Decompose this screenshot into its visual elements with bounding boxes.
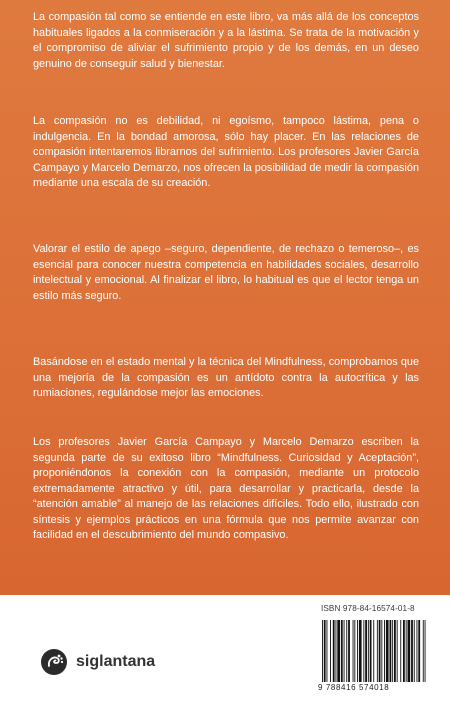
barcode-bar <box>384 620 385 682</box>
barcode-bar <box>330 620 331 682</box>
barcode-bar <box>365 620 367 682</box>
barcode-bar <box>336 620 337 682</box>
barcode-bar <box>400 620 401 682</box>
barcode-bar <box>394 620 396 682</box>
barcode-bar <box>368 620 369 682</box>
synopsis-paragraph-4: Basándose en el estado mental y la técnica del Mindfulness, comprobamos que una mejoría de la compasión es un antídoto contra la autocrítica y las rumiaciones, regulándose mejor las emociones. <box>33 356 419 399</box>
barcode-bar <box>344 620 345 682</box>
barcode-bar <box>386 620 389 682</box>
publisher-logo-icon <box>40 648 68 676</box>
barcode-bar <box>337 620 340 682</box>
barcode-bar <box>406 620 407 682</box>
barcode-bar <box>411 620 413 682</box>
barcode-bar <box>425 620 426 682</box>
barcode-bar <box>322 620 323 682</box>
synopsis-paragraph-2: La compasión no es debilidad, ni egoísmo, tampoco lástima, pena o indulgencia. En la bondad amorosa, sólo hay placer. En las relaciones de compasión intentaremos librarnos del sufrimiento. Los profesores Javier García Campayo y Marcelo Demarzo, nos ofrecen la posibilidad de medir la compasión mediante una escala de su creación. <box>33 115 419 189</box>
publisher-brand <box>40 648 155 676</box>
barcode-bar <box>397 620 398 682</box>
barcode-bar <box>354 620 355 682</box>
barcode-bar <box>379 620 381 682</box>
barcode-bar <box>417 620 418 682</box>
barcode-bar <box>408 620 411 682</box>
barcode-bar <box>357 620 358 682</box>
barcode-bar <box>353 620 354 682</box>
barcode-bar <box>348 620 350 682</box>
barcode-bar <box>392 620 393 682</box>
synopsis-paragraph-1: La compasión tal como se entiende en este libro, va más allá de los conceptos habituales ligados a la conmiseración y a la lástima. Se trata de la motivación y el compromiso de aliviar el sufrimiento propio y de los demás, en un deseo genuino de conseguir salud y bienestar. <box>33 11 419 70</box>
barcode-bar <box>363 620 364 682</box>
barcode-bar <box>341 620 343 682</box>
synopsis-paragraph-5: Los profesores Javier García Campayo y Marcelo Demarzo escriben la segunda parte de su exitoso libro “Mindfulness. Curiosidad y Aceptación”, proponiéndonos la conexión con la compasión, mediante un protocolo extremadamente atractivo y útil, para desarrollar y practicarla, desde la “atención amable” al manejo de las relaciones difíciles. Todo ello, ilustrado con síntesis y ejemplos prácticos en una fórmula que nos permite avanzar con facilidad en el descubrimiento del mundo compasivo. <box>33 436 419 541</box>
barcode-bar <box>373 620 374 682</box>
barcode-bar <box>346 620 347 682</box>
barcode-bar <box>414 620 415 682</box>
barcode-bar <box>359 620 362 682</box>
isbn-label: ISBN 978-84-16574-01-8 <box>321 604 415 613</box>
barcode-bar <box>403 620 405 682</box>
synopsis-paragraph-3: Valorar el estilo de apego –seguro, dependiente, de rechazo o temeroso–, es esencial para conocer nuestra competencia en habilidades sociales, desarrollo intelectual y emocional. Al finalizar el libro, lo habitual es que el lector tenga un estilo más seguro. <box>33 243 419 302</box>
barcode-bar <box>333 620 335 682</box>
barcode-icon <box>318 620 430 682</box>
barcode-bar <box>418 620 420 682</box>
barcode-bar <box>324 620 326 682</box>
barcode-digits: 9 788416 574018 <box>318 683 390 692</box>
barcode-bar <box>423 620 424 682</box>
barcode-bar <box>390 620 392 682</box>
barcode-bar <box>381 620 382 682</box>
barcode-bar <box>327 620 328 682</box>
publisher-name: siglantana <box>76 653 156 670</box>
barcode-bar <box>377 620 378 682</box>
barcode-bar <box>370 620 372 682</box>
